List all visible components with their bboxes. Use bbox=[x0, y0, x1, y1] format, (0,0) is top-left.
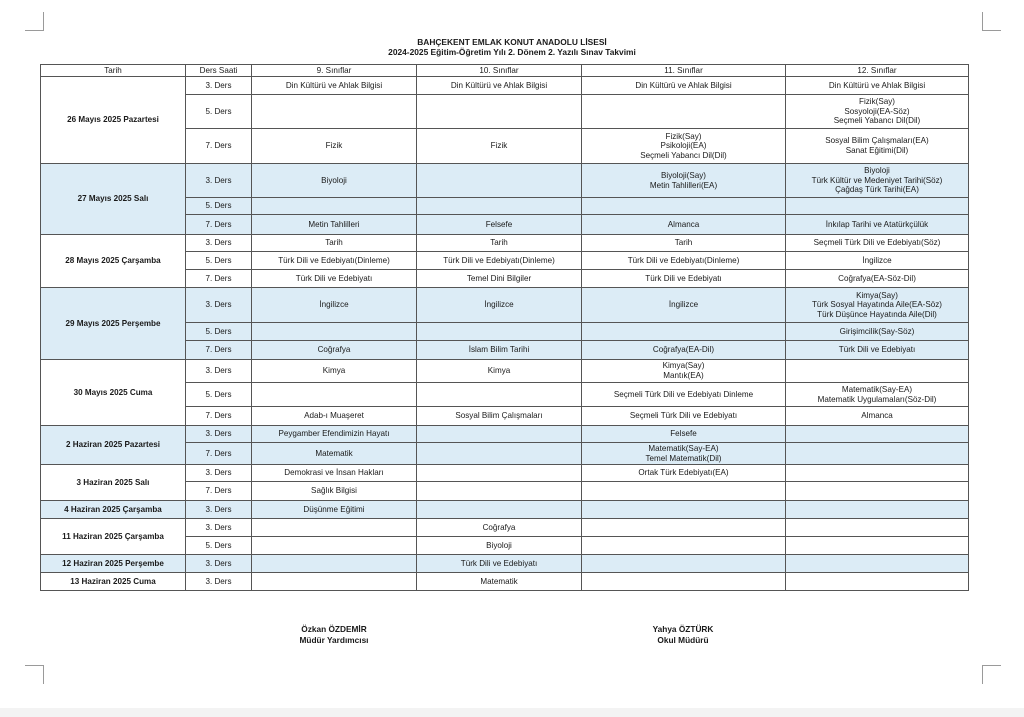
subject-cell-grade-12: Türk Dili ve Edebiyatı bbox=[786, 341, 969, 360]
header-grade-9: 9. Sınıflar bbox=[252, 65, 417, 77]
subject-cell-grade-12 bbox=[786, 573, 969, 591]
header-grade-12: 12. Sınıflar bbox=[786, 65, 969, 77]
subject-cell-grade-12 bbox=[786, 555, 969, 573]
period-cell: 5. Ders bbox=[186, 383, 252, 407]
subject-cell-grade-12: Coğrafya(EA-Söz-Dil) bbox=[786, 270, 969, 288]
schedule-row bbox=[41, 519, 969, 537]
subject-cell-grade-10 bbox=[417, 426, 582, 443]
subject-cell-grade-10: Coğrafya bbox=[417, 519, 582, 537]
schedule-body bbox=[41, 77, 969, 591]
header-date: Tarih bbox=[41, 65, 186, 77]
subject-cell-grade-9: Matematik bbox=[252, 443, 417, 465]
subject-cell-grade-12 bbox=[786, 501, 969, 519]
period-cell: 7. Ders bbox=[186, 482, 252, 501]
schedule-row bbox=[41, 164, 969, 198]
subject-cell-grade-12: İnkılap Tarihi ve Atatürkçülük bbox=[786, 215, 969, 235]
subject-cell-grade-10 bbox=[417, 443, 582, 465]
subject-cell-grade-10 bbox=[417, 465, 582, 482]
exam-date: 29 Mayıs 2025 Perşembe bbox=[41, 288, 186, 360]
subject-cell-grade-11: Biyoloji(Say) Metin Tahlilleri(EA) bbox=[582, 164, 786, 198]
period-cell: 5. Ders bbox=[186, 323, 252, 341]
subject-cell-grade-11: Seçmeli Türk Dili ve Edebiyatı Dinleme bbox=[582, 383, 786, 407]
crop-mark-bottom-left bbox=[25, 665, 44, 684]
period-cell: 7. Ders bbox=[186, 443, 252, 465]
subject-cell-grade-12 bbox=[786, 443, 969, 465]
exam-date: 4 Haziran 2025 Çarşamba bbox=[41, 501, 186, 519]
subject-cell-grade-10: Sosyal Bilim Çalışmaları bbox=[417, 407, 582, 426]
subject-cell-grade-9: Düşünme Eğitimi bbox=[252, 501, 417, 519]
subject-cell-grade-10 bbox=[417, 323, 582, 341]
period-cell: 7. Ders bbox=[186, 341, 252, 360]
subject-cell-grade-12: Matematik(Say-EA) Matematik Uygulamaları(Söz-Dil) bbox=[786, 383, 969, 407]
period-cell: 3. Ders bbox=[186, 519, 252, 537]
subject-cell-grade-11 bbox=[582, 573, 786, 591]
subject-cell-grade-12: Biyoloji Türk Kültür ve Medeniyet Tarihi(Söz) Çağdaş Türk Tarihi(EA) bbox=[786, 164, 969, 198]
signature-left-name: Özkan ÖZDEMİR bbox=[301, 624, 367, 634]
subject-cell-grade-11: Fizik(Say) Psikoloji(EA) Seçmeli Yabancı Dil(Dil) bbox=[582, 129, 786, 164]
subject-cell-grade-11 bbox=[582, 501, 786, 519]
exam-date: 12 Haziran 2025 Perşembe bbox=[41, 555, 186, 573]
subject-cell-grade-9 bbox=[252, 198, 417, 215]
signature-right bbox=[583, 624, 783, 646]
subject-cell-grade-10: Temel Dini Bilgiler bbox=[417, 270, 582, 288]
subject-cell-grade-9: Sağlık Bilgisi bbox=[252, 482, 417, 501]
subject-cell-grade-10: Biyoloji bbox=[417, 537, 582, 555]
subject-cell-grade-10 bbox=[417, 383, 582, 407]
schedule-row bbox=[41, 235, 969, 252]
subject-cell-grade-9: Metin Tahlilleri bbox=[252, 215, 417, 235]
subject-cell-grade-9 bbox=[252, 573, 417, 591]
subject-cell-grade-11: Matematik(Say-EA) Temel Matematik(Dil) bbox=[582, 443, 786, 465]
subject-cell-grade-11: Din Kültürü ve Ahlak Bilgisi bbox=[582, 77, 786, 95]
schedule-row bbox=[41, 288, 969, 323]
period-cell: 3. Ders bbox=[186, 465, 252, 482]
subject-cell-grade-11: Kimya(Say) Mantık(EA) bbox=[582, 360, 786, 383]
subject-cell-grade-10: Din Kültürü ve Ahlak Bilgisi bbox=[417, 77, 582, 95]
subject-cell-grade-11: Ortak Türk Edebiyatı(EA) bbox=[582, 465, 786, 482]
period-cell: 3. Ders bbox=[186, 235, 252, 252]
period-cell: 7. Ders bbox=[186, 129, 252, 164]
subject-cell-grade-12: Fizik(Say) Sosyoloji(EA-Söz) Seçmeli Yabancı Dil(Dil) bbox=[786, 95, 969, 129]
period-cell: 3. Ders bbox=[186, 555, 252, 573]
viewer-bottom-strip bbox=[0, 708, 1024, 717]
subject-cell-grade-11: Tarih bbox=[582, 235, 786, 252]
signature-right-title: Okul Müdürü bbox=[657, 635, 709, 645]
subject-cell-grade-10: Fizik bbox=[417, 129, 582, 164]
signature-left bbox=[234, 624, 434, 646]
subject-cell-grade-10: İngilizce bbox=[417, 288, 582, 323]
schedule-row bbox=[41, 426, 969, 443]
schedule-row bbox=[41, 555, 969, 573]
period-cell: 5. Ders bbox=[186, 252, 252, 270]
period-cell: 3. Ders bbox=[186, 77, 252, 95]
period-cell: 5. Ders bbox=[186, 198, 252, 215]
subject-cell-grade-12: Seçmeli Türk Dili ve Edebiyatı(Söz) bbox=[786, 235, 969, 252]
period-cell: 5. Ders bbox=[186, 95, 252, 129]
exam-date: 3 Haziran 2025 Salı bbox=[41, 465, 186, 501]
subject-cell-grade-9: İngilizce bbox=[252, 288, 417, 323]
subject-cell-grade-9 bbox=[252, 555, 417, 573]
subject-cell-grade-10: Felsefe bbox=[417, 215, 582, 235]
subject-cell-grade-11 bbox=[582, 519, 786, 537]
subject-cell-grade-12: Almanca bbox=[786, 407, 969, 426]
subject-cell-grade-12 bbox=[786, 465, 969, 482]
subject-cell-grade-10 bbox=[417, 198, 582, 215]
exam-date: 28 Mayıs 2025 Çarşamba bbox=[41, 235, 186, 288]
subject-cell-grade-11: Türk Dili ve Edebiyatı(Dinleme) bbox=[582, 252, 786, 270]
subject-cell-grade-11: Felsefe bbox=[582, 426, 786, 443]
subject-cell-grade-12 bbox=[786, 360, 969, 383]
subject-cell-grade-9: Demokrasi ve İnsan Hakları bbox=[252, 465, 417, 482]
table-header-row bbox=[41, 65, 969, 77]
subject-cell-grade-10 bbox=[417, 95, 582, 129]
exam-schedule-table bbox=[40, 64, 969, 591]
period-cell: 3. Ders bbox=[186, 426, 252, 443]
subject-cell-grade-11: İngilizce bbox=[582, 288, 786, 323]
subject-cell-grade-9 bbox=[252, 383, 417, 407]
subject-cell-grade-12: Din Kültürü ve Ahlak Bilgisi bbox=[786, 77, 969, 95]
period-cell: 7. Ders bbox=[186, 270, 252, 288]
subject-cell-grade-10 bbox=[417, 482, 582, 501]
period-cell: 3. Ders bbox=[186, 360, 252, 383]
schedule-row bbox=[41, 77, 969, 95]
header-grade-10: 10. Sınıflar bbox=[417, 65, 582, 77]
subject-cell-grade-9: Tarih bbox=[252, 235, 417, 252]
schedule-row bbox=[41, 501, 969, 519]
subject-cell-grade-10 bbox=[417, 501, 582, 519]
schedule-row bbox=[41, 573, 969, 591]
subject-cell-grade-12 bbox=[786, 519, 969, 537]
subject-cell-grade-10: İslam Bilim Tarihi bbox=[417, 341, 582, 360]
exam-date: 27 Mayıs 2025 Salı bbox=[41, 164, 186, 235]
subject-cell-grade-12: Girişimcilik(Say-Söz) bbox=[786, 323, 969, 341]
schedule-row bbox=[41, 465, 969, 482]
subject-cell-grade-12: İngilizce bbox=[786, 252, 969, 270]
subject-cell-grade-11: Coğrafya(EA-Dil) bbox=[582, 341, 786, 360]
subject-cell-grade-10: Kimya bbox=[417, 360, 582, 383]
signature-left-title: Müdür Yardımcısı bbox=[299, 635, 369, 645]
exam-date: 2 Haziran 2025 Pazartesi bbox=[41, 426, 186, 465]
exam-date: 30 Mayıs 2025 Cuma bbox=[41, 360, 186, 426]
header-period: Ders Saati bbox=[186, 65, 252, 77]
subject-cell-grade-12: Sosyal Bilim Çalışmaları(EA) Sanat Eğitimi(Dil) bbox=[786, 129, 969, 164]
subject-cell-grade-10: Türk Dili ve Edebiyatı bbox=[417, 555, 582, 573]
subject-cell-grade-12 bbox=[786, 482, 969, 501]
subject-cell-grade-9 bbox=[252, 323, 417, 341]
exam-date: 26 Mayıs 2025 Pazartesi bbox=[41, 77, 186, 164]
period-cell: 3. Ders bbox=[186, 573, 252, 591]
subject-cell-grade-9: Türk Dili ve Edebiyatı(Dinleme) bbox=[252, 252, 417, 270]
subject-cell-grade-10: Matematik bbox=[417, 573, 582, 591]
subject-cell-grade-9: Coğrafya bbox=[252, 341, 417, 360]
school-name: BAHÇEKENT EMLAK KONUT ANADOLU LİSESİ bbox=[417, 37, 607, 47]
subject-cell-grade-12 bbox=[786, 198, 969, 215]
subject-cell-grade-12: Kimya(Say) Türk Sosyal Hayatında Aile(EA-Söz) Türk Düşünce Hayatında Aile(Dil) bbox=[786, 288, 969, 323]
subject-cell-grade-9 bbox=[252, 519, 417, 537]
subject-cell-grade-9 bbox=[252, 95, 417, 129]
document-subtitle: 2024-2025 Eğitim-Öğretim Yılı 2. Dönem 2. Yazılı Sınav Takvimi bbox=[388, 47, 636, 57]
subject-cell-grade-9: Din Kültürü ve Ahlak Bilgisi bbox=[252, 77, 417, 95]
subject-cell-grade-12 bbox=[786, 426, 969, 443]
signature-right-name: Yahya ÖZTÜRK bbox=[652, 624, 714, 634]
period-cell: 3. Ders bbox=[186, 501, 252, 519]
subject-cell-grade-9: Kimya bbox=[252, 360, 417, 383]
subject-cell-grade-11: Türk Dili ve Edebiyatı bbox=[582, 270, 786, 288]
header-grade-11: 11. Sınıflar bbox=[582, 65, 786, 77]
subject-cell-grade-9 bbox=[252, 537, 417, 555]
period-cell: 3. Ders bbox=[186, 288, 252, 323]
subject-cell-grade-11 bbox=[582, 198, 786, 215]
subject-cell-grade-11 bbox=[582, 95, 786, 129]
crop-mark-top-right bbox=[982, 12, 1001, 31]
subject-cell-grade-10 bbox=[417, 164, 582, 198]
subject-cell-grade-11 bbox=[582, 482, 786, 501]
schedule-row bbox=[41, 360, 969, 383]
subject-cell-grade-12 bbox=[786, 537, 969, 555]
crop-mark-top-left bbox=[25, 12, 44, 31]
subject-cell-grade-9: Peygamber Efendimizin Hayatı bbox=[252, 426, 417, 443]
exam-date: 13 Haziran 2025 Cuma bbox=[41, 573, 186, 591]
period-cell: 7. Ders bbox=[186, 407, 252, 426]
subject-cell-grade-11 bbox=[582, 323, 786, 341]
subject-cell-grade-11: Almanca bbox=[582, 215, 786, 235]
subject-cell-grade-10: Türk Dili ve Edebiyatı(Dinleme) bbox=[417, 252, 582, 270]
subject-cell-grade-9: Adab-ı Muaşeret bbox=[252, 407, 417, 426]
period-cell: 7. Ders bbox=[186, 215, 252, 235]
subject-cell-grade-11: Seçmeli Türk Dili ve Edebiyatı bbox=[582, 407, 786, 426]
subject-cell-grade-11 bbox=[582, 537, 786, 555]
subject-cell-grade-9: Türk Dili ve Edebiyatı bbox=[252, 270, 417, 288]
subject-cell-grade-9: Fizik bbox=[252, 129, 417, 164]
crop-mark-bottom-right bbox=[982, 665, 1001, 684]
subject-cell-grade-11 bbox=[582, 555, 786, 573]
period-cell: 5. Ders bbox=[186, 537, 252, 555]
period-cell: 3. Ders bbox=[186, 164, 252, 198]
exam-date: 11 Haziran 2025 Çarşamba bbox=[41, 519, 186, 555]
subject-cell-grade-10: Tarih bbox=[417, 235, 582, 252]
subject-cell-grade-9: Biyoloji bbox=[252, 164, 417, 198]
